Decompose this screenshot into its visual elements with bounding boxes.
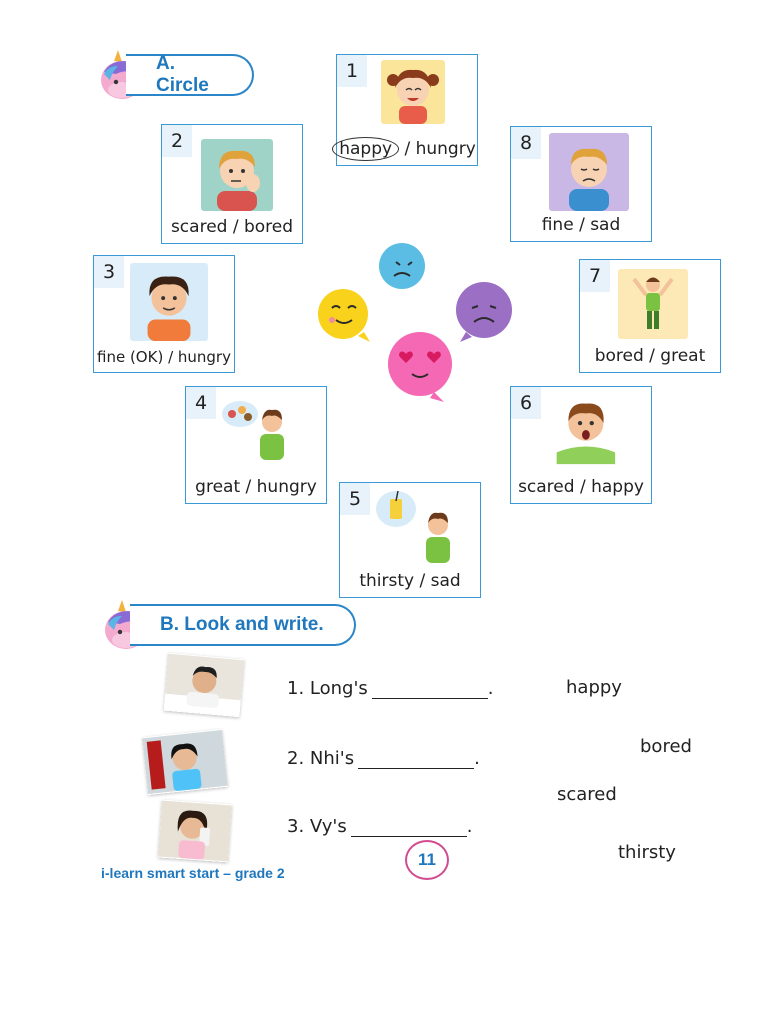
card-number: 6	[511, 387, 541, 419]
sad-bubble-icon	[379, 243, 425, 289]
section-b-title: B. Look and write.	[160, 614, 324, 635]
nhi-photo	[142, 729, 228, 795]
series-footer: i-learn smart start – grade 2	[101, 865, 285, 881]
card-number: 1	[337, 55, 367, 87]
card-caption: fine / sad	[541, 215, 621, 235]
long-photo	[164, 653, 245, 717]
answer-blank[interactable]	[358, 752, 474, 769]
card-2	[161, 124, 303, 244]
sentence-text: 2. Nhi's	[287, 748, 355, 769]
section-a-title: A. Circle	[156, 53, 209, 96]
circled-answer: happy	[332, 137, 399, 161]
word-bank-thirsty: thirsty	[618, 842, 676, 863]
section-a-header	[98, 54, 258, 98]
answer-blank[interactable]	[372, 682, 488, 699]
card-6	[510, 386, 652, 504]
sentence-text: 3. Vy's	[287, 816, 347, 837]
card-caption: scared / bored	[170, 217, 294, 237]
page-number: 11	[405, 840, 449, 880]
card-4	[185, 386, 327, 504]
card-5	[339, 482, 481, 598]
happy-girl-image	[381, 59, 445, 125]
card-number: 4	[186, 387, 216, 419]
card-number: 3	[94, 256, 124, 288]
section-b-header	[102, 604, 362, 648]
love-bubble-icon	[388, 332, 452, 402]
bored-boy-image	[200, 139, 274, 211]
sentence-3: 3. Vy's .	[287, 816, 473, 837]
card-number: 2	[162, 125, 192, 157]
card-1	[336, 54, 478, 166]
word-bank-scared: scared	[557, 784, 617, 805]
card-7	[579, 259, 721, 373]
card-8	[510, 126, 652, 242]
upset-bubble-icon	[456, 282, 512, 342]
smile-bubble-icon	[318, 289, 370, 342]
sentence-2: 2. Nhi's .	[287, 748, 480, 769]
answer-blank[interactable]	[351, 820, 467, 837]
word-bank-bored: bored	[640, 736, 692, 757]
thirsty-boy-image	[372, 485, 462, 565]
sentence-text: 1. Long's	[287, 678, 368, 699]
emotion-bubbles	[316, 242, 516, 402]
great-boy-image	[618, 268, 688, 340]
sentence-1: 1. Long's .	[287, 678, 494, 699]
card-number: 8	[511, 127, 541, 159]
card-caption: fine (OK) / hungry	[97, 348, 231, 366]
scared-boy-image	[543, 391, 621, 467]
word-bank-happy: happy	[566, 677, 622, 698]
card-number: 5	[340, 483, 370, 515]
card-caption: bored / great	[594, 346, 706, 366]
card-3	[93, 255, 235, 373]
ok-boy-image	[130, 262, 208, 342]
card-caption: scared / happy	[518, 477, 644, 497]
card-caption: great / hungry	[195, 477, 317, 497]
sad-boy-image	[549, 133, 629, 211]
hungry-boy-image	[220, 395, 300, 467]
vy-photo	[158, 800, 232, 863]
card-number: 7	[580, 260, 610, 292]
card-caption: / hungry	[399, 139, 476, 159]
card-caption: thirsty / sad	[359, 571, 461, 591]
